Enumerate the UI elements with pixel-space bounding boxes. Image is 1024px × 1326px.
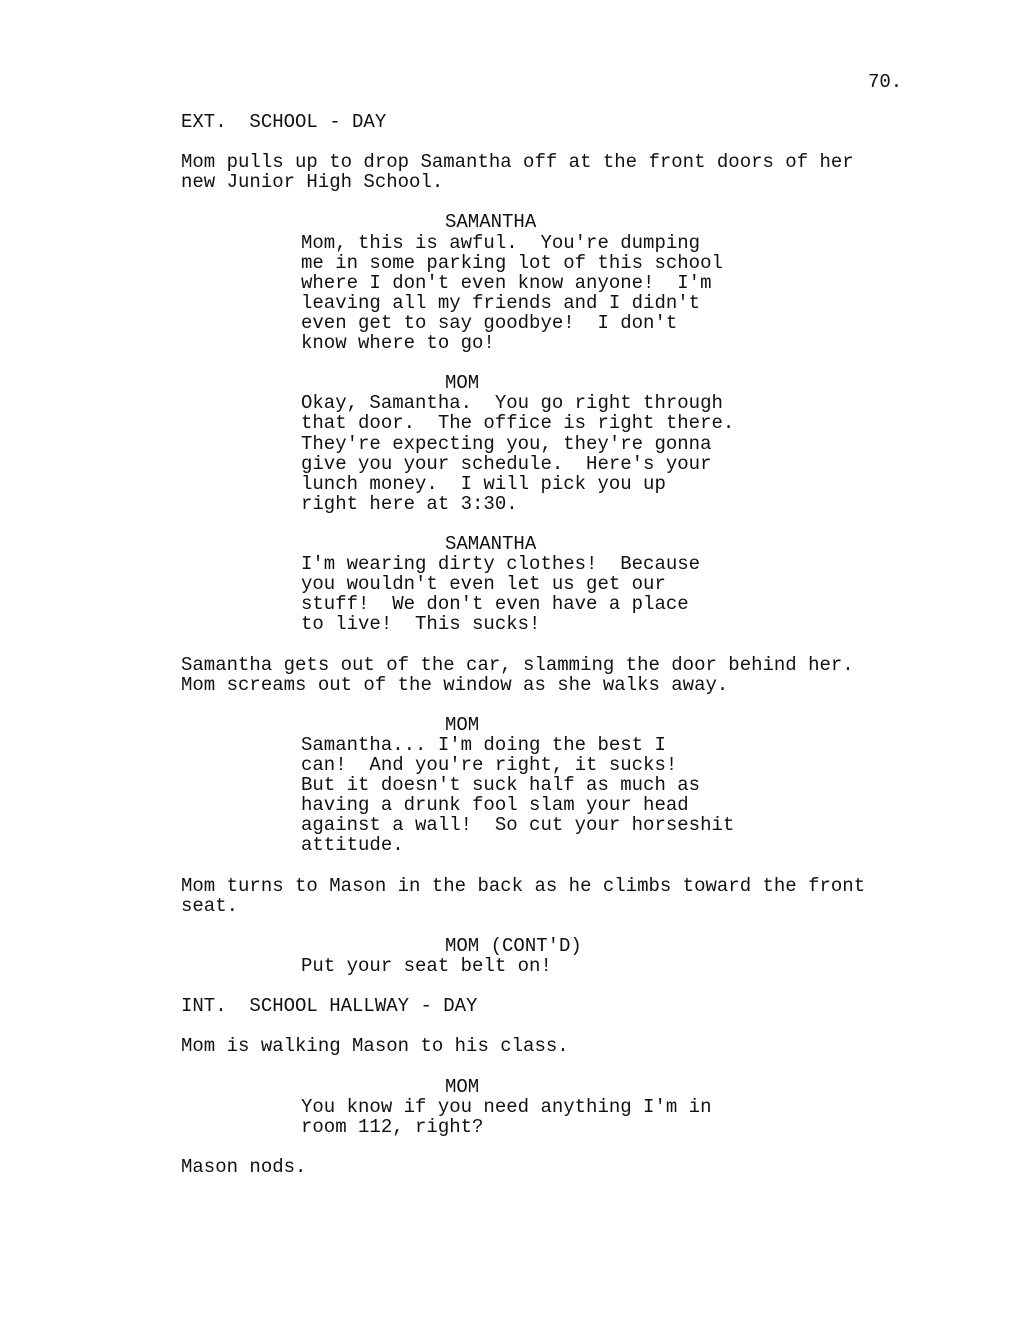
character-name: MOM — [445, 372, 480, 395]
character-name: MOM (CONT'D) — [445, 934, 582, 957]
dialogue: Okay, Samantha. You go right through that door. The office is right there. They're expecting you, they're gonna give you your schedule. Here's your lunch money. I will pick you up right here at 3:30. — [301, 392, 735, 515]
scene-heading: INT. SCHOOL HALLWAY - DAY — [181, 995, 478, 1018]
dialogue: Mom, this is awful. You're dumping me in some parking lot of this school where I don't even know anyone! I'm leaving all my friends and I didn't even get to say goodbye! I don't know where to go! — [301, 231, 723, 355]
action-line: Mom pulls up to drop Samantha off at the front doors of her new Junior High School. — [181, 151, 854, 194]
scene-heading: EXT. SCHOOL - DAY — [181, 111, 387, 133]
character-name: MOM — [445, 1075, 480, 1098]
dialogue: You know if you need anything I'm in room 112, right? — [301, 1095, 712, 1138]
action-line: Mom turns to Mason in the back as he climbs toward the front seat. — [181, 874, 866, 917]
action-line: Mom is walking Mason to his class. — [181, 1035, 569, 1058]
dialogue: Put your seat belt on! — [301, 954, 552, 977]
action-line: Samantha gets out of the car, slamming the door behind her. Mom screams out of the window as she walks away. — [181, 653, 854, 696]
action-line: Mason nods. — [181, 1155, 307, 1178]
page-number: 70. — [868, 71, 903, 93]
screenplay-body — [181, 112, 901, 1197]
character-name: MOM — [445, 713, 480, 736]
character-name: SAMANTHA — [445, 532, 537, 555]
dialogue: I'm wearing dirty clothes! Because you wouldn't even let us get our stuff! We don't even have a place to live! This sucks! — [301, 553, 701, 636]
dialogue: Samantha... I'm doing the best I can! And you're right, it sucks! But it doesn't suck half as much as having a drunk fool slam your head against a wall! So cut your horseshit attitude. — [301, 733, 735, 857]
character-name: SAMANTHA — [445, 211, 537, 234]
